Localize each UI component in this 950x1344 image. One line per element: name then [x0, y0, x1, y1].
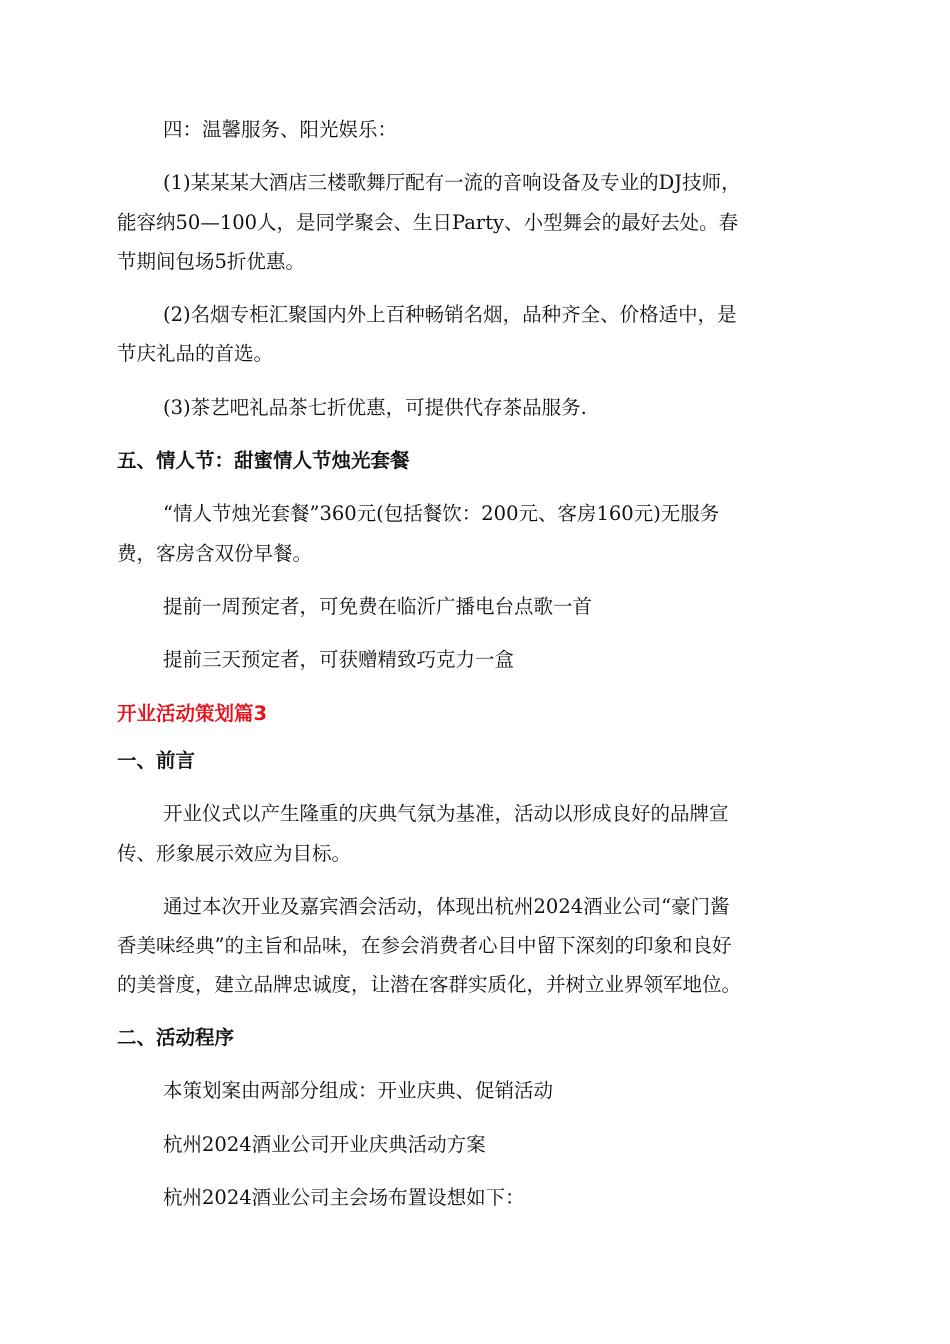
paragraph-line: “情人节烛光套餐”360元(包括餐饮：200元、客房160元)无服务	[163, 502, 720, 525]
paragraph-line: 杭州2024酒业公司开业庆典活动方案	[163, 1133, 486, 1156]
paragraph-line: 传、形象展示效应为目标。	[117, 842, 352, 865]
paragraph-line: 费，客房含双份早餐。	[117, 542, 313, 565]
paragraph-line: (3)茶艺吧礼品茶七折优惠，可提供代存茶品服务.	[163, 396, 587, 419]
paragraph-line: 提前一周预定者，可免费在临沂广播电台点歌一首	[163, 595, 593, 618]
program-title: 二、活动程序	[117, 1026, 235, 1049]
paragraph-line: (1)某某某大酒店三楼歌舞厅配有一流的音响设备及专业的DJ技师，	[163, 171, 741, 194]
paragraph-line: 提前三天预定者，可获赠精致巧克力一盒	[163, 648, 515, 671]
section-four-title: 四：温馨服务、阳光娱乐：	[163, 118, 398, 141]
paragraph-line: 能容纳50—100人，是同学聚会、生日Party、小型舞会的最好去处。春	[117, 211, 739, 234]
paragraph-line: 节庆礼品的首选。	[117, 342, 274, 365]
paragraph-line: (2)名烟专柜汇聚国内外上百种畅销名烟，品种齐全、价格适中，是	[163, 303, 737, 326]
paragraph-line: 开业仪式以产生隆重的庆典气氛为基准，活动以形成良好的品牌宣	[163, 802, 729, 825]
paragraph-line: 的美誉度，建立品牌忠诚度，让潜在客群实质化，并树立业界领军地位。	[117, 973, 742, 996]
paragraph-line: 通过本次开业及嘉宾酒会活动，体现出杭州2024酒业公司“豪门酱	[163, 895, 730, 918]
paragraph-line: 杭州2024酒业公司主会场布置设想如下：	[163, 1186, 525, 1209]
chapter-title: 开业活动策划篇3	[117, 702, 268, 725]
paragraph-line: 香美味经典”的主旨和品味，在参会消费者心目中留下深刻的印象和良好	[117, 934, 732, 957]
paragraph-line: 节期间包场5折优惠。	[117, 250, 305, 273]
paragraph-line: 本策划案由两部分组成：开业庆典、促销活动	[163, 1079, 554, 1102]
section-five-title: 五、情人节：甜蜜情人节烛光套餐	[117, 449, 410, 472]
preface-title: 一、前言	[117, 749, 196, 772]
